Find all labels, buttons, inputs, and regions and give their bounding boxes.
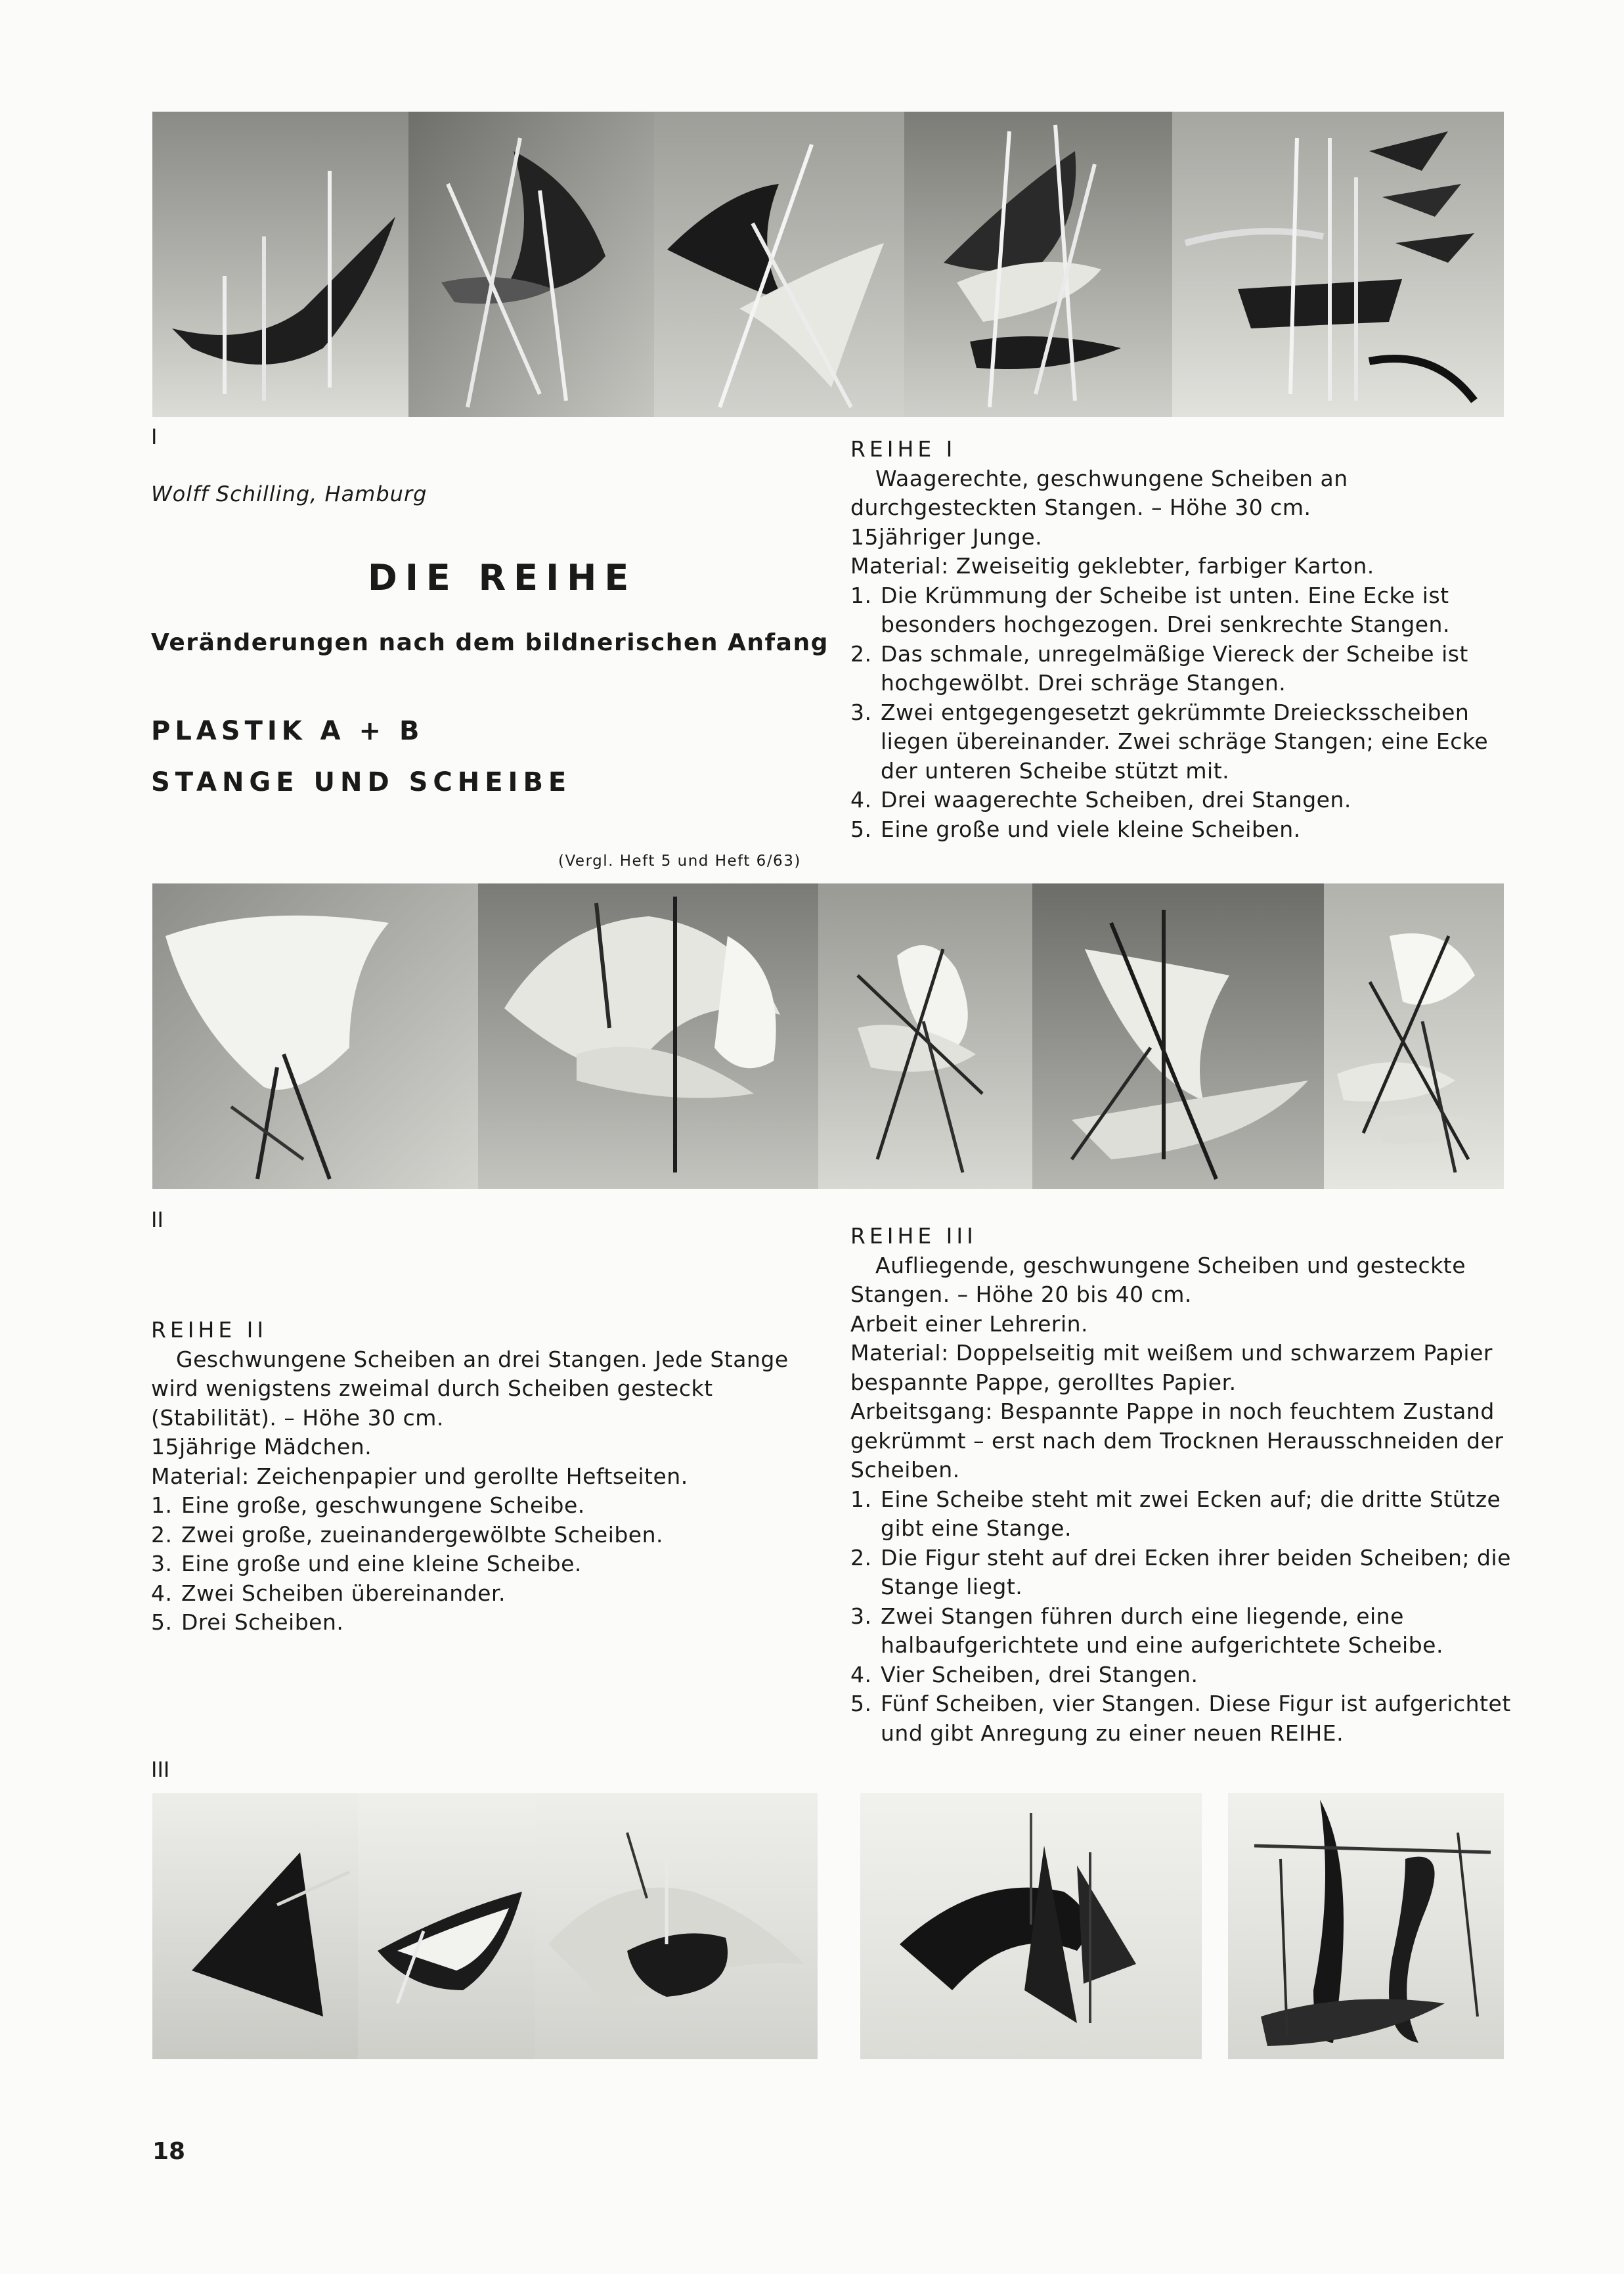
author-credit: Wolff Schilling, Hamburg — [151, 481, 428, 506]
reihe2-label: REIHE II — [151, 1317, 268, 1343]
reihe1-material: Material: Zweiseitig geklebter, farbiger Karton. — [850, 553, 1374, 579]
photo-row2-sculpture-5 — [1324, 883, 1504, 1189]
photo-row3-sculpture-4 — [860, 1793, 1202, 2059]
reihe3-process: Arbeitsgang: Bespannte Pappe in noch feuchtem Zustand gekrümmt – erst nach dem Trocknen Herausschneiden der Scheiben. — [850, 1398, 1504, 1483]
photo-row2-sculpture-3 — [818, 883, 1034, 1189]
photo-row3-sculpture-3 — [535, 1793, 818, 2059]
list-item: 1. Eine große, geschwungene Scheibe. — [151, 1492, 585, 1518]
list-item: 3. Zwei entgegengesetzt gekrümmte Dreiecksscheiben liegen übereinander. Zwei schräge Stangen; eine Ecke der unteren Scheibe stützt mit. — [850, 699, 1489, 784]
page-title: DIE REIHE — [368, 557, 637, 598]
photo-row1-sculpture-2 — [408, 112, 656, 417]
photo-row1-sculpture-3 — [654, 112, 906, 417]
row2-label: II — [151, 1207, 164, 1232]
reihe3-material: Material: Doppelseitig mit weißem und schwarzem Papier bespannte Pappe, gerolltes Papier. — [850, 1340, 1493, 1395]
photo-row2-sculpture-4 — [1032, 883, 1325, 1189]
heading-stange-und-scheibe: STANGE UND SCHEIBE — [151, 767, 572, 797]
reihe1-label: REIHE I — [850, 436, 957, 462]
row1-label: I — [151, 424, 158, 449]
reihe3-author: Arbeit einer Lehrerin. — [850, 1310, 1089, 1337]
list-item: 2. Die Figur steht auf drei Ecken ihrer beiden Scheiben; die Stange liegt. — [850, 1544, 1511, 1599]
reihe2-intro: Geschwungene Scheiben an drei Stangen. Jede Stange wird wenigstens zweimal durch Scheiben gesteckt (Stabilität). – Höhe 30 cm. — [151, 1346, 789, 1431]
subtitle: Veränderungen nach dem bildnerischen Anfang — [151, 629, 829, 656]
reference-note: (Vergl. Heft 5 und Heft 6/63) — [558, 853, 801, 870]
list-item: 5. Eine große und viele kleine Scheiben. — [850, 816, 1301, 842]
photo-row1-sculpture-5 — [1172, 112, 1504, 417]
list-item: 1. Eine Scheibe steht mit zwei Ecken auf; die dritte Stütze gibt eine Stange. — [850, 1486, 1501, 1541]
list-item: 4. Vier Scheiben, drei Stangen. — [850, 1661, 1198, 1687]
photo-row2-sculpture-1 — [152, 883, 479, 1189]
photo-row3-sculpture-5 — [1228, 1793, 1504, 2059]
page-number: 18 — [152, 2138, 186, 2165]
list-item: 4. Drei waagerechte Scheiben, drei Stangen. — [850, 787, 1351, 813]
reihe1-section — [850, 435, 1520, 844]
reihe1-age: 15jähriger Junge. — [850, 524, 1043, 550]
list-item: 1. Die Krümmung der Scheibe ist unten. Eine Ecke ist besonders hochgezogen. Drei senkrechte Stangen. — [850, 582, 1450, 637]
list-item: 3. Eine große und eine kleine Scheibe. — [151, 1551, 582, 1576]
reihe3-intro: Aufliegende, geschwungene Scheiben und gesteckte Stangen. – Höhe 20 bis 40 cm. — [850, 1252, 1466, 1307]
heading-plastik: PLASTIK A + B — [151, 716, 424, 746]
photo-row2-sculpture-2 — [478, 883, 820, 1189]
row3-label: III — [151, 1757, 170, 1782]
reihe3-section — [850, 1222, 1520, 1748]
list-item: 2. Zwei große, zueinandergewölbte Scheiben. — [151, 1521, 664, 1548]
list-item: 4. Zwei Scheiben übereinander. — [151, 1580, 506, 1606]
photo-row1-sculpture-1 — [152, 112, 410, 417]
photo-row1-sculpture-4 — [904, 112, 1174, 417]
list-item: 5. Fünf Scheiben, vier Stangen. Diese Figur ist aufgerichtet und gibt Anregung zu einer neuen REIHE. — [850, 1691, 1511, 1746]
list-item: 5. Drei Scheiben. — [151, 1609, 344, 1635]
list-item: 3. Zwei Stangen führen durch eine liegende, eine halbaufgerichtete und eine aufgerichtete Scheibe. — [850, 1603, 1443, 1658]
reihe2-age: 15jährige Mädchen. — [151, 1434, 372, 1460]
reihe2-section — [151, 1316, 821, 1638]
photo-row3-sculpture-1 — [152, 1793, 359, 2059]
reihe3-label: REIHE III — [850, 1223, 977, 1249]
reihe1-intro: Waagerechte, geschwungene Scheiben an durchgesteckten Stangen. – Höhe 30 cm. — [850, 465, 1348, 520]
reihe2-material: Material: Zeichenpapier und gerollte Heftseiten. — [151, 1463, 688, 1489]
photo-row3-sculpture-2 — [358, 1793, 537, 2059]
list-item: 2. Das schmale, unregelmäßige Viereck der Scheibe ist hochgewölbt. Drei schräge Stangen. — [850, 640, 1468, 696]
